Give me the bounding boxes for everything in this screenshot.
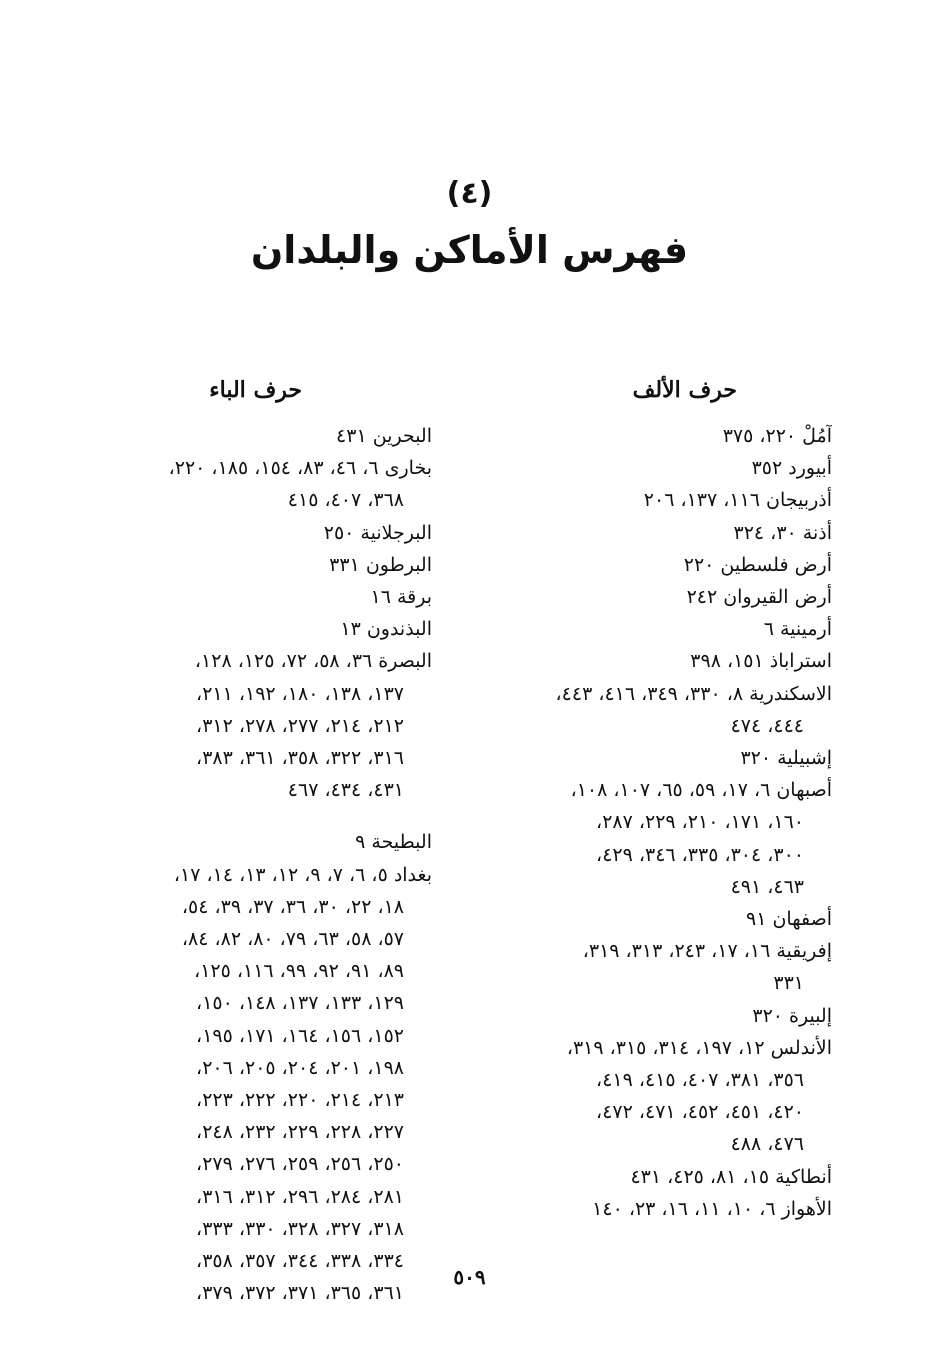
index-entry-continuation [470, 710, 832, 742]
entry-text: ٣٣١ [773, 972, 804, 995]
entry-text: ١٢٩، ١٣٣، ١٣٧، ١٤٨، ١٥٠، [196, 992, 404, 1015]
section-heading-ba: حرف الباء [209, 377, 302, 403]
entry-text: أصفهان ٩١ [746, 908, 832, 931]
index-entry-continuation [70, 710, 432, 742]
entry-text: برقة ١٦ [370, 586, 432, 609]
entry-text: ١٩٨، ٢٠١، ٢٠٤، ٢٠٥، ٢٠٦، [196, 1056, 404, 1079]
entry-text: ١٥٢، ١٥٦، ١٦٤، ١٧١، ١٩٥، [196, 1024, 404, 1047]
index-entry-continuation [70, 1181, 432, 1213]
index-entry [470, 549, 832, 581]
column-ba [70, 372, 432, 1309]
index-entry-continuation [70, 987, 432, 1019]
index-entry [470, 678, 832, 710]
index-entry [470, 742, 832, 774]
entry-text: أرمينية ٦ [763, 618, 832, 641]
index-entry [470, 645, 832, 677]
index-entry-continuation [70, 1084, 432, 1116]
entry-text: ٣١٦، ٣٢٢، ٣٥٨، ٣٦١، ٣٨٣، [196, 747, 404, 770]
index-entry [470, 1193, 832, 1225]
index-entry [70, 645, 432, 677]
entry-text: البحرين ٤٣١ [336, 425, 432, 447]
index-entry-continuation [470, 967, 832, 999]
entry-text: استراباذ ١٥١، ٣٩٨ [690, 650, 832, 673]
page-number: ٥٠٩ [453, 1265, 486, 1289]
index-entry [470, 613, 832, 645]
entry-text: ٥٧، ٥٨، ٦٣، ٧٩، ٨٠، ٨٢، ٨٤، [181, 928, 404, 951]
entry-text: ٣٦٨، ٤٠٧، ٤١٥ [287, 489, 404, 512]
index-entry [470, 517, 832, 549]
index-entry-continuation [470, 806, 832, 838]
index-entry [70, 581, 432, 613]
index-entry-continuation [70, 742, 432, 774]
entry-text: الاسكندرية ٨، ٣٣٠، ٣٤٩، ٤١٦، ٤٤٣، [555, 682, 832, 705]
entry-text: الأهواز ٦، ١٠، ١١، ١٦، ٢٣، ١٤٠ [592, 1197, 832, 1220]
index-entry-continuation [70, 1020, 432, 1052]
index-entry [470, 581, 832, 613]
entry-text: أبيورد ٣٥٢ [751, 457, 832, 480]
index-entry-continuation [70, 678, 432, 710]
index-entry [70, 613, 432, 645]
entry-text: ٤٤٤، ٤٧٤ [730, 714, 804, 737]
entry-text: البرجلانية ٢٥٠ [323, 521, 432, 544]
entry-text: أرض القيروان ٢٤٢ [686, 586, 832, 609]
index-entry [470, 1032, 832, 1064]
index-entry [470, 452, 832, 484]
index-entry [70, 826, 432, 858]
entry-text: ٤٣١، ٤٣٤، ٤٦٧ [287, 779, 404, 802]
entry-text: ٣١٨، ٣٢٧، ٣٢٨، ٣٣٠، ٣٣٣، [196, 1217, 404, 1240]
section-heading-alif: حرف الألف [632, 377, 737, 403]
entry-text: ٤٢٠، ٤٥١، ٤٥٢، ٤٧١، ٤٧٢، [596, 1101, 804, 1124]
entry-text: البصرة ٣٦، ٥٨، ٧٢، ١٢٥، ١٢٨، [194, 650, 432, 673]
index-entry [470, 935, 832, 967]
entry-text: أذنة ٣٠، ٣٢٤ [733, 521, 832, 544]
entry-text: البذندون ١٣ [340, 618, 432, 641]
entry-text: ٢٢٧، ٢٢٨، ٢٢٩، ٢٣٢، ٢٤٨، [196, 1121, 404, 1144]
entry-text: ٣٥٦، ٣٨١، ٤٠٧، ٤١٥، ٤١٩، [596, 1069, 804, 1092]
index-entry [470, 484, 832, 516]
index-entry-continuation [70, 1116, 432, 1148]
index-entry [70, 452, 432, 484]
entry-text: ٢٥٠، ٢٥٦، ٢٥٩، ٢٧٦، ٢٧٩، [196, 1153, 404, 1176]
entry-text: ٤٦٣، ٤٩١ [730, 875, 804, 898]
entry-text: إلبيرة ٣٢٠ [752, 1004, 832, 1027]
page-title: فهرس الأماكن والبلدان [250, 228, 689, 272]
entry-text: آمُلْ ٢٢٠، ٣٧٥ [722, 425, 832, 447]
entry-text: ١٣٧، ١٣٨، ١٨٠، ١٩٢، ٢١١، [196, 682, 404, 705]
entry-text: البطيحة ٩ [355, 831, 432, 854]
index-entry [470, 420, 832, 452]
index-entry [470, 1000, 832, 1032]
entries-alif [470, 420, 832, 1225]
index-entry-continuation [70, 891, 432, 923]
index-entry [470, 774, 832, 806]
entry-text: ٣٦١، ٣٦٥، ٣٧١، ٣٧٢، ٣٧٩، [196, 1282, 404, 1305]
entry-text: أرض فلسطين ٢٢٠ [683, 553, 832, 576]
entry-text: ٣٠٠، ٣٠٤، ٣٣٥، ٣٤٦، ٤٢٩، [596, 843, 804, 866]
index-entry [70, 549, 432, 581]
entry-text: ٣٣٤، ٣٣٨، ٣٤٤، ٣٥٧، ٣٥٨، [196, 1250, 404, 1273]
index-entry [70, 517, 432, 549]
index-entry [70, 420, 432, 452]
entries-ba [70, 420, 432, 1309]
index-entry [470, 903, 832, 935]
index-entry-continuation [70, 1148, 432, 1180]
entry-text: ١٦٠، ١٧١، ٢١٠، ٢٢٩، ٢٨٧، [596, 811, 804, 834]
entry-text: بخارى ٦، ٤٦، ٨٣، ١٥٤، ١٨٥، ٢٢٠، [168, 457, 432, 480]
column-alif [470, 372, 832, 1225]
index-entry-continuation [70, 955, 432, 987]
entry-text: إشبيلية ٣٢٠ [740, 747, 832, 770]
entry-text: أصبهان ٦، ١٧، ٥٩، ٦٥، ١٠٧، ١٠٨، [570, 779, 832, 802]
index-entry-continuation [470, 1096, 832, 1128]
index-entry-continuation [470, 871, 832, 903]
entry-text: ١٨، ٢٢، ٣٠، ٣٦، ٣٧، ٣٩، ٥٤، [181, 895, 404, 918]
entry-text: إفريقية ١٦، ١٧، ٢٤٣، ٣١٣، ٣١٩، [582, 940, 832, 963]
index-entry-continuation [70, 1213, 432, 1245]
index-entry [70, 859, 432, 891]
index-entry-continuation [470, 839, 832, 871]
index-entry-continuation [70, 774, 432, 806]
index-number: (٤) [446, 176, 493, 211]
entry-text: ٢١٢، ٢١٤، ٢٧٧، ٢٧٨، ٣١٢، [196, 714, 404, 737]
entry-text: ٢٨١، ٢٨٤، ٢٩٦، ٣١٢، ٣١٦، [196, 1185, 404, 1208]
entry-text: بغداد ٥، ٦، ٧، ٩، ١٢، ١٣، ١٤، ١٧، [173, 863, 432, 886]
index-entry-continuation [70, 1052, 432, 1084]
entry-text: أذربيجان ١١٦، ١٣٧، ٢٠٦ [643, 489, 832, 512]
index-entry [470, 1161, 832, 1193]
entry-text: أنطاكية ١٥، ٨١، ٤٢٥، ٤٣١ [630, 1165, 832, 1188]
index-entry-continuation [470, 1064, 832, 1096]
entry-text: ٤٧٦، ٤٨٨ [730, 1133, 804, 1156]
entry-text: البرطون ٣٣١ [329, 553, 432, 576]
index-entry-continuation [70, 923, 432, 955]
entry-text: الأندلس ١٢، ١٩٧، ٣١٤، ٣١٥، ٣١٩، [566, 1036, 832, 1059]
index-entry-continuation [470, 1128, 832, 1160]
entry-text: ٢١٣، ٢١٤، ٢٢٠، ٢٢٢، ٢٢٣، [196, 1089, 404, 1112]
entry-text: ٨٩، ٩١، ٩٢، ٩٩، ١١٦، ١٢٥، [194, 960, 404, 983]
index-entry-continuation [70, 484, 432, 516]
entry-gap [70, 806, 432, 826]
